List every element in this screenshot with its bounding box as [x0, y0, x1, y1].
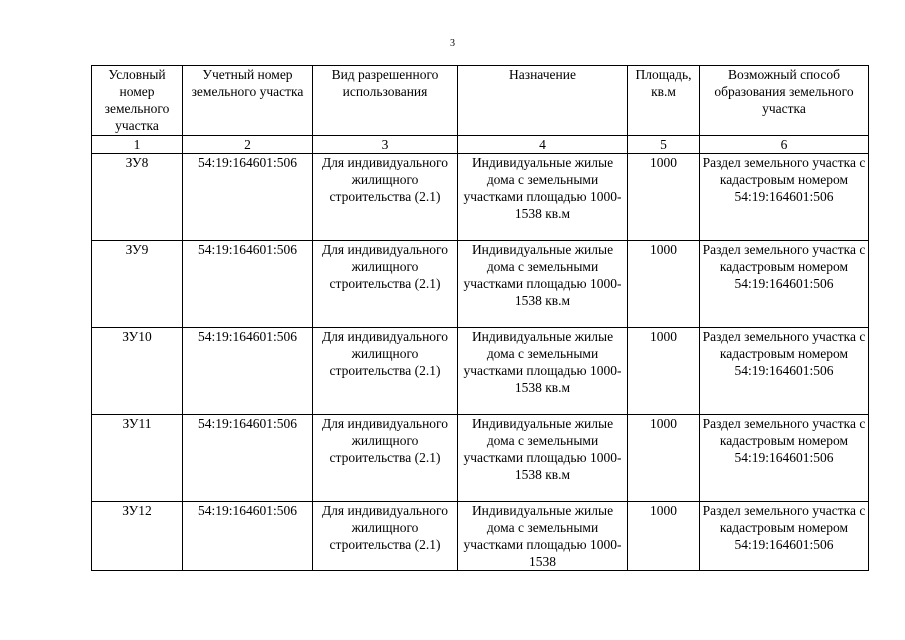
header-purpose: Назначение	[458, 66, 628, 136]
plot-area: 1000	[628, 502, 700, 571]
header-area: Площадь, кв.м	[628, 66, 700, 136]
column-number: 3	[313, 136, 458, 154]
plot-area: 1000	[628, 154, 700, 241]
plot-formation-method: Раздел земельного участка с кадастровым номером 54:19:164601:506	[700, 241, 869, 328]
table-header-row	[92, 66, 869, 136]
plot-area: 1000	[628, 328, 700, 415]
column-number: 2	[183, 136, 313, 154]
plot-purpose: Индивидуальные жилые дома с земельными участками площадью 1000-1538 кв.м	[458, 328, 628, 415]
column-number: 5	[628, 136, 700, 154]
plot-purpose: Индивидуальные жилые дома с земельными участками площадью 1000-1538 кв.м	[458, 241, 628, 328]
table-row	[92, 328, 869, 415]
plot-cadastral-number: 54:19:164601:506	[183, 154, 313, 241]
plot-cadastral-number: 54:19:164601:506	[183, 415, 313, 502]
plot-purpose: Индивидуальные жилые дома с земельными участками площадью 1000-1538	[458, 502, 628, 571]
plot-permitted-use: Для индивидуального жилищного строительства (2.1)	[313, 154, 458, 241]
plot-formation-method: Раздел земельного участка с кадастровым номером 54:19:164601:506	[700, 415, 869, 502]
table-row	[92, 502, 869, 571]
plot-purpose: Индивидуальные жилые дома с земельными участками площадью 1000-1538 кв.м	[458, 415, 628, 502]
plot-cadastral-number: 54:19:164601:506	[183, 328, 313, 415]
plot-id: ЗУ10	[92, 328, 183, 415]
column-numbers-row	[92, 136, 869, 154]
header-permitted-use: Вид разрешенного использования	[313, 66, 458, 136]
column-number: 4	[458, 136, 628, 154]
page-number: 3	[450, 38, 455, 49]
table-row	[92, 154, 869, 241]
plot-permitted-use: Для индивидуального жилищного строительства (2.1)	[313, 328, 458, 415]
plot-formation-method: Раздел земельного участка с кадастровым номером 54:19:164601:506	[700, 328, 869, 415]
plot-formation-method: Раздел земельного участка с кадастровым номером 54:19:164601:506	[700, 502, 869, 571]
land-plots-table	[91, 65, 869, 571]
plot-area: 1000	[628, 415, 700, 502]
plot-cadastral-number: 54:19:164601:506	[183, 502, 313, 571]
plot-purpose: Индивидуальные жилые дома с земельными участками площадью 1000-1538 кв.м	[458, 154, 628, 241]
header-formation-method: Возможный способ образования земельного участка	[700, 66, 869, 136]
plot-id: ЗУ11	[92, 415, 183, 502]
table-row	[92, 415, 869, 502]
header-conditional-number: Условный номер земельного участка	[92, 66, 183, 136]
plot-id: ЗУ8	[92, 154, 183, 241]
table-row	[92, 241, 869, 328]
plot-formation-method: Раздел земельного участка с кадастровым номером 54:19:164601:506	[700, 154, 869, 241]
plot-permitted-use: Для индивидуального жилищного строительства (2.1)	[313, 502, 458, 571]
plot-id: ЗУ9	[92, 241, 183, 328]
plot-permitted-use: Для индивидуального жилищного строительства (2.1)	[313, 241, 458, 328]
column-number: 1	[92, 136, 183, 154]
column-number: 6	[700, 136, 869, 154]
plot-cadastral-number: 54:19:164601:506	[183, 241, 313, 328]
plot-area: 1000	[628, 241, 700, 328]
header-cadastral-number: Учетный номер земельного участка	[183, 66, 313, 136]
plot-permitted-use: Для индивидуального жилищного строительства (2.1)	[313, 415, 458, 502]
plot-id: ЗУ12	[92, 502, 183, 571]
